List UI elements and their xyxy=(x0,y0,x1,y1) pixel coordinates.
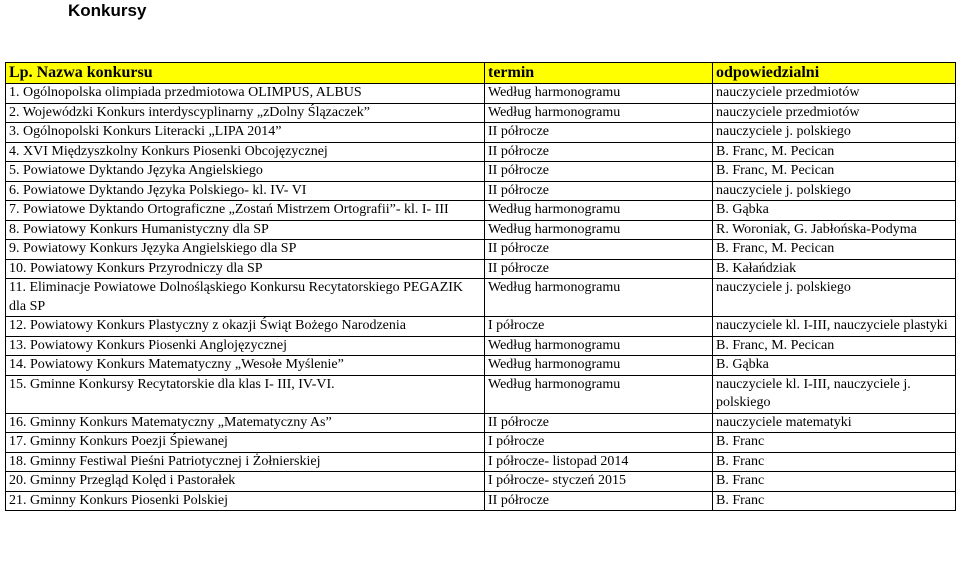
contest-term: II półrocze xyxy=(485,259,713,279)
table-row xyxy=(6,317,956,337)
contest-responsible: nauczyciele j. polskiego xyxy=(713,123,956,143)
contest-term: I półrocze- listopad 2014 xyxy=(485,452,713,472)
contest-name: 13. Powiatowy Konkurs Piosenki Anglojęzycznej xyxy=(6,336,485,356)
contests-table xyxy=(5,62,956,511)
contest-responsible: B. Gąbka xyxy=(713,356,956,376)
contest-term: I półrocze xyxy=(485,317,713,337)
contest-name: 21. Gminny Konkurs Piosenki Polskiej xyxy=(6,491,485,511)
contest-name: 2. Wojewódzki Konkurs interdyscyplinarny „zDolny Ślązaczek” xyxy=(6,103,485,123)
contest-term: II półrocze xyxy=(485,181,713,201)
table-row xyxy=(6,142,956,162)
table-row xyxy=(6,433,956,453)
header-name: Lp. Nazwa konkursu xyxy=(6,63,485,84)
contest-responsible: B. Franc, M. Pecican xyxy=(713,162,956,182)
contest-responsible: B. Franc, M. Pecican xyxy=(713,240,956,260)
contest-term: II półrocze xyxy=(485,491,713,511)
contest-name: 14. Powiatowy Konkurs Matematyczny „Wesołe Myślenie” xyxy=(6,356,485,376)
contest-name: 15. Gminne Konkursy Recytatorskie dla klas I- III, IV-VI. xyxy=(6,375,485,413)
contest-responsible: nauczyciele przedmiotów xyxy=(713,84,956,104)
contest-responsible: nauczyciele matematyki xyxy=(713,413,956,433)
table-row xyxy=(6,452,956,472)
contest-term: II półrocze xyxy=(485,123,713,143)
contest-responsible: B. Franc xyxy=(713,472,956,492)
page-title: Konkursy xyxy=(68,1,147,20)
table-row xyxy=(6,181,956,201)
contest-name: 6. Powiatowe Dyktando Języka Polskiego- kl. IV- VI xyxy=(6,181,485,201)
contest-name: 9. Powiatowy Konkurs Języka Angielskiego dla SP xyxy=(6,240,485,260)
contest-responsible: B. Franc xyxy=(713,433,956,453)
table-row xyxy=(6,491,956,511)
contest-term: Według harmonogramu xyxy=(485,375,713,413)
contest-term: Według harmonogramu xyxy=(485,103,713,123)
contest-responsible: B. Gąbka xyxy=(713,201,956,221)
contest-responsible: nauczyciele przedmiotów xyxy=(713,103,956,123)
contest-name: 17. Gminny Konkurs Poezji Śpiewanej xyxy=(6,433,485,453)
contest-responsible: nauczyciele kl. I-III, nauczyciele plastyki xyxy=(713,317,956,337)
contest-term: I półrocze- styczeń 2015 xyxy=(485,472,713,492)
contest-responsible: B. Franc xyxy=(713,452,956,472)
header-responsible: odpowiedzialni xyxy=(713,63,956,84)
contest-term: Według harmonogramu xyxy=(485,84,713,104)
table-row xyxy=(6,356,956,376)
contest-responsible: nauczyciele j. polskiego xyxy=(713,181,956,201)
contest-term: Według harmonogramu xyxy=(485,279,713,317)
table-row xyxy=(6,103,956,123)
contest-term: Według harmonogramu xyxy=(485,356,713,376)
contest-name: 12. Powiatowy Konkurs Plastyczny z okazji Świąt Bożego Narodzenia xyxy=(6,317,485,337)
contest-name: 1. Ogólnopolska olimpiada przedmiotowa OLIMPUS, ALBUS xyxy=(6,84,485,104)
contest-name: 11. Eliminacje Powiatowe Dolnośląskiego Konkursu Recytatorskiego PEGAZIK dla SP xyxy=(6,279,485,317)
contest-responsible: B. Kałańdziak xyxy=(713,259,956,279)
table-header-row xyxy=(6,63,956,84)
table-row xyxy=(6,201,956,221)
contest-name: 18. Gminny Festiwal Pieśni Patriotycznej i Żołnierskiej xyxy=(6,452,485,472)
contest-responsible: B. Franc, M. Pecican xyxy=(713,142,956,162)
contest-responsible: nauczyciele kl. I-III, nauczyciele j. polskiego xyxy=(713,375,956,413)
table-row xyxy=(6,279,956,317)
table-row xyxy=(6,220,956,240)
contest-name: 20. Gminny Przegląd Kolęd i Pastorałek xyxy=(6,472,485,492)
contest-term: II półrocze xyxy=(485,162,713,182)
contest-name: 3. Ogólnopolski Konkurs Literacki „LIPA 2014” xyxy=(6,123,485,143)
contest-name: 10. Powiatowy Konkurs Przyrodniczy dla SP xyxy=(6,259,485,279)
table-row xyxy=(6,413,956,433)
contest-responsible: B. Franc, M. Pecican xyxy=(713,336,956,356)
header-term: termin xyxy=(485,63,713,84)
table-row xyxy=(6,84,956,104)
contest-responsible: B. Franc xyxy=(713,491,956,511)
contest-term: Według harmonogramu xyxy=(485,336,713,356)
table-row xyxy=(6,375,956,413)
contest-term: Według harmonogramu xyxy=(485,220,713,240)
contest-term: I półrocze xyxy=(485,433,713,453)
table-row xyxy=(6,472,956,492)
contest-responsible: R. Woroniak, G. Jabłońska-Podyma xyxy=(713,220,956,240)
contest-term: II półrocze xyxy=(485,240,713,260)
contest-name: 4. XVI Międzyszkolny Konkurs Piosenki Obcojęzycznej xyxy=(6,142,485,162)
contest-term: II półrocze xyxy=(485,413,713,433)
table-row xyxy=(6,123,956,143)
table-row xyxy=(6,240,956,260)
contest-term: Według harmonogramu xyxy=(485,201,713,221)
contest-name: 8. Powiatowy Konkurs Humanistyczny dla SP xyxy=(6,220,485,240)
contest-responsible: nauczyciele j. polskiego xyxy=(713,279,956,317)
table-row xyxy=(6,336,956,356)
contest-name: 5. Powiatowe Dyktando Języka Angielskiego xyxy=(6,162,485,182)
table-row xyxy=(6,162,956,182)
contest-name: 16. Gminny Konkurs Matematyczny „Matematyczny As” xyxy=(6,413,485,433)
contest-name: 7. Powiatowe Dyktando Ortograficzne „Zostań Mistrzem Ortografii”- kl. I- III xyxy=(6,201,485,221)
table-row xyxy=(6,259,956,279)
contest-term: II półrocze xyxy=(485,142,713,162)
